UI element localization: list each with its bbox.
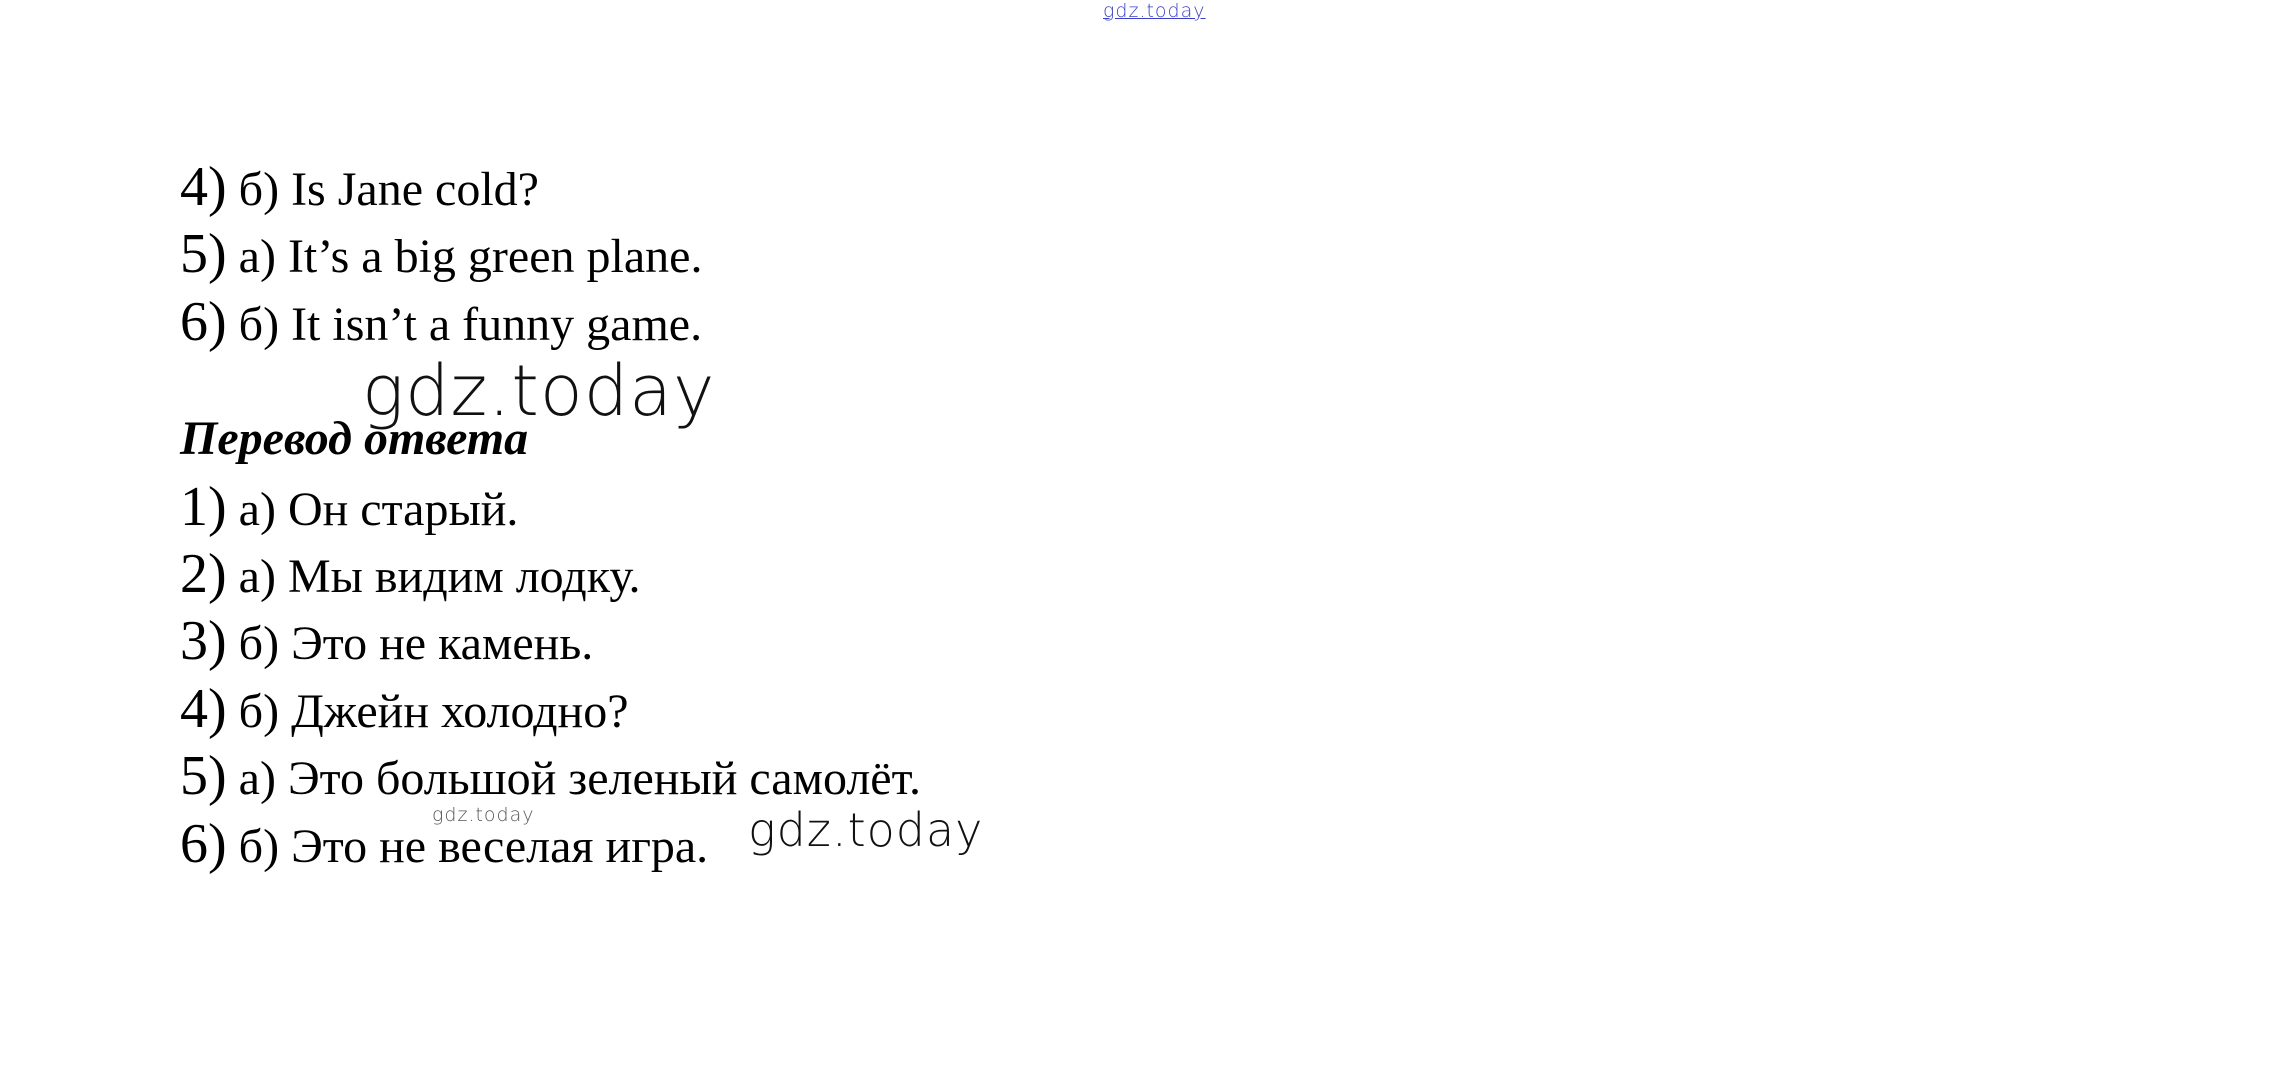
english-answer-6 bbox=[180, 292, 702, 355]
watermark-top-link[interactable]: gdz.today bbox=[1103, 0, 1206, 22]
russian-answer-6 bbox=[180, 814, 708, 877]
answer-text: а) Это большой зеленый самолёт. bbox=[226, 752, 921, 805]
answer-text: а) Мы видим лодку. bbox=[226, 550, 641, 603]
answer-text: б) It isn’t a funny game. bbox=[226, 298, 703, 351]
answer-number: 3) bbox=[180, 610, 227, 672]
translation-heading: Перевод ответа bbox=[180, 412, 529, 465]
watermark-small: gdz.today bbox=[432, 804, 535, 826]
english-answer-5 bbox=[180, 224, 702, 287]
watermark-bottom: gdz.today bbox=[748, 803, 984, 857]
answer-number: 4) bbox=[180, 156, 227, 218]
answer-number: 2) bbox=[180, 543, 227, 605]
answer-text: б) Это не камень. bbox=[226, 617, 594, 670]
answer-text: б) Джейн холодно? bbox=[226, 685, 629, 738]
answer-number: 5) bbox=[180, 223, 227, 285]
watermark-middle: gdz.today bbox=[362, 350, 716, 432]
answer-text: б) Это не веселая игра. bbox=[226, 820, 709, 873]
answer-text: б) Is Jane cold? bbox=[226, 163, 539, 216]
english-answer-4 bbox=[180, 157, 539, 220]
russian-answer-1 bbox=[180, 477, 518, 540]
russian-answer-5 bbox=[180, 746, 921, 809]
russian-answer-2 bbox=[180, 544, 641, 607]
answer-number: 6) bbox=[180, 291, 227, 353]
russian-answer-4 bbox=[180, 679, 629, 742]
answer-number: 5) bbox=[180, 745, 227, 807]
answer-number: 6) bbox=[180, 813, 227, 875]
answer-number: 4) bbox=[180, 678, 227, 740]
answer-number: 1) bbox=[180, 476, 227, 538]
answer-text: a) It’s a big green plane. bbox=[226, 230, 703, 283]
answer-text: а) Он старый. bbox=[226, 483, 519, 536]
russian-answer-3 bbox=[180, 611, 593, 674]
